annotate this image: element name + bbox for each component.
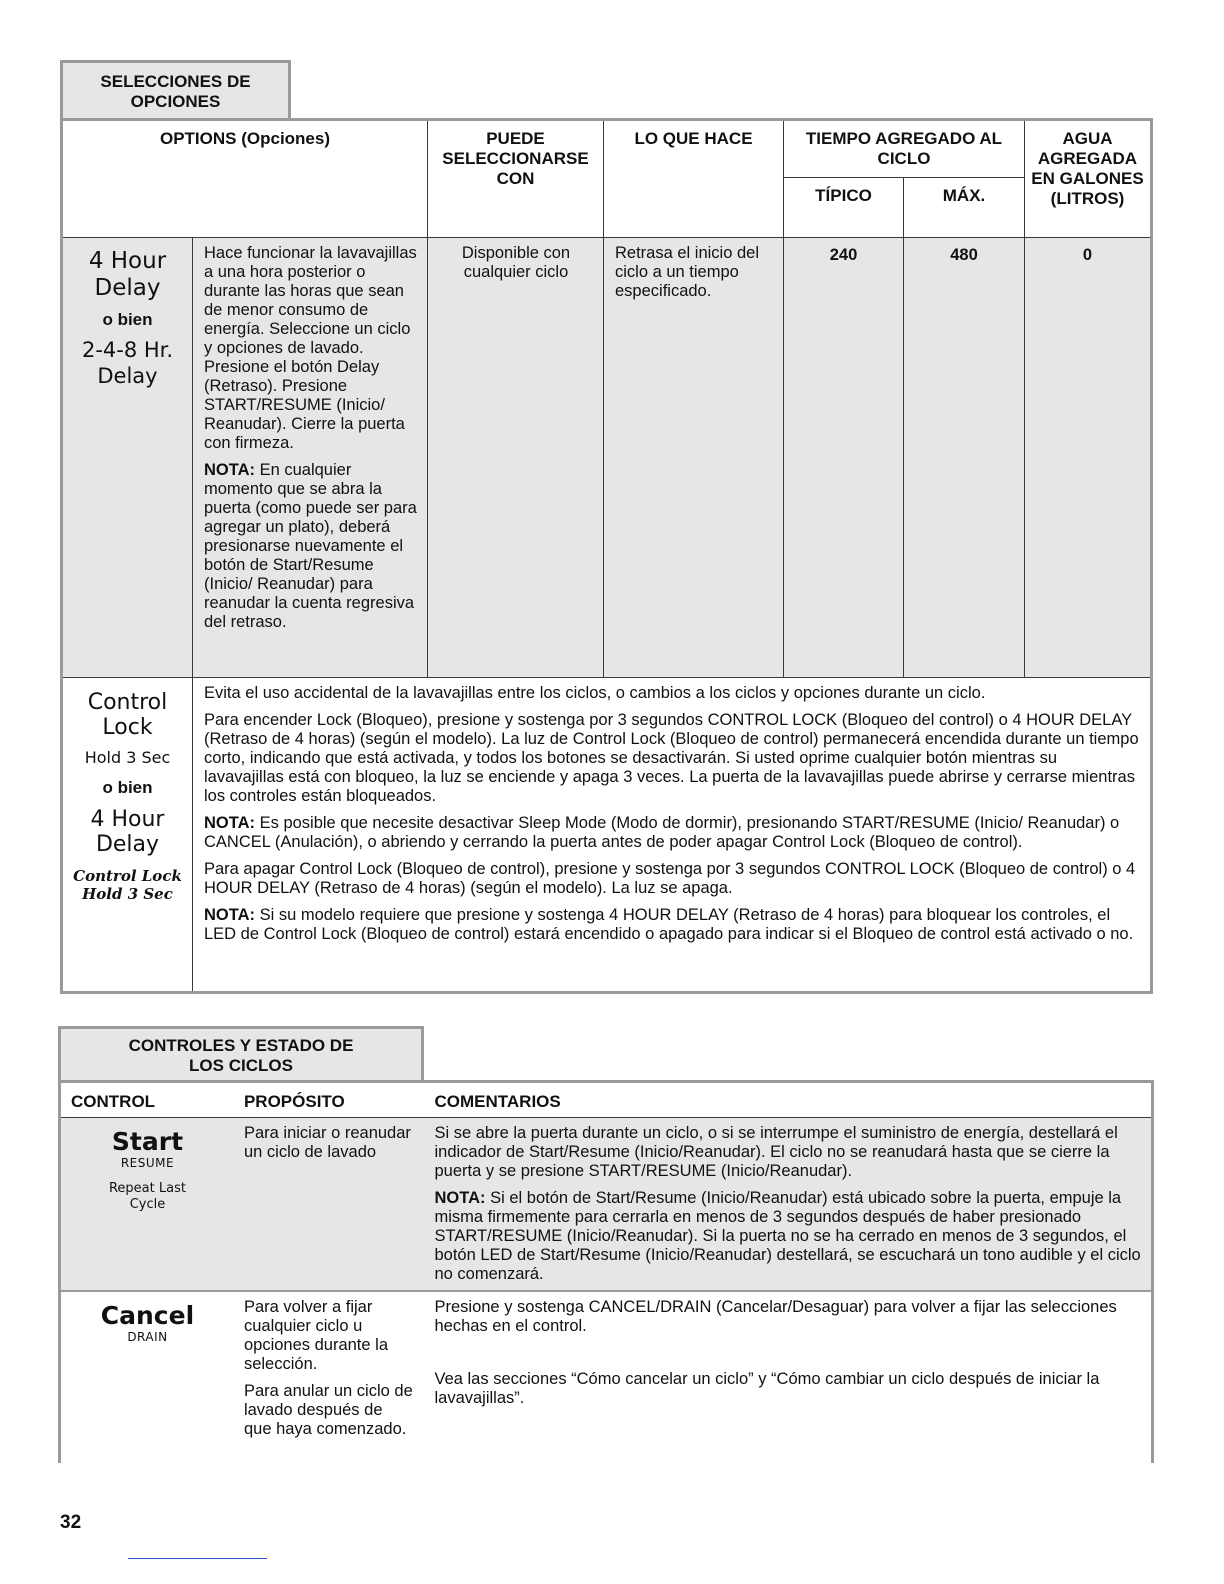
row-delay: [62, 238, 1152, 678]
delay-agua: 0: [1025, 238, 1152, 678]
lock-label-hold: Hold 3 Sec: [84, 748, 171, 767]
cancel-purpose: [234, 1291, 425, 1463]
page-number: 32: [60, 1512, 82, 1533]
start-label: Start: [111, 1127, 184, 1156]
options-table: [60, 118, 1153, 994]
lock-description: [193, 678, 1152, 993]
start-control-cell: [60, 1118, 234, 1292]
delay-puede: Disponible con cualquier ciclo: [428, 238, 604, 678]
start-comment-1: Si se abre la puerta durante un ciclo, o si se interrumpe el suministro de energía, destellará el indicador de Start/Resume (Inicio/Reanudar). El ciclo no se reanudará hasta que se cierre la puerta y se presione START/RESUME (Inicio/Reanudar).: [434, 1124, 1118, 1180]
start-repeat-label: Repeat Last Cycle: [108, 1181, 186, 1212]
controls-table: [58, 1080, 1154, 1463]
lock-label-1: Control Lock: [87, 690, 168, 740]
options-section-title: SELECCIONES DE OPCIONES: [100, 71, 251, 111]
header-agua: AGUA AGREGADA EN GALONES (LITROS): [1025, 120, 1152, 238]
cancel-purpose-1: Para volver a fijar cualquier ciclo u opciones durante la selección.: [243, 1298, 388, 1373]
controls-section-tab: [58, 1026, 424, 1082]
row-cancel: [60, 1291, 1153, 1463]
delay-tipico: 240: [784, 238, 904, 678]
row-start: [60, 1118, 1153, 1292]
delay-label-obien: o bien: [102, 310, 153, 329]
footer-rule: [128, 1558, 267, 1559]
cancel-sub-label: DRAIN: [127, 1330, 168, 1344]
header-proposito: PROPÓSITO: [234, 1082, 425, 1118]
delay-hace: Retrasa el inicio del ciclo a un tiempo especificado.: [604, 238, 784, 678]
header-tiempo: TIEMPO AGREGADO AL CICLO: [784, 120, 1025, 178]
header-control: CONTROL: [60, 1082, 234, 1118]
lock-label-cell: [62, 678, 193, 993]
delay-label-cell: [62, 238, 193, 678]
cancel-purpose-2: Para anular un ciclo de lavado después de que haya comenzado.: [243, 1382, 413, 1438]
controls-section-title: CONTROLES Y ESTADO DE LOS CICLOS: [128, 1035, 354, 1075]
delay-label-2: 2-4-8 Hr. Delay: [81, 338, 174, 388]
cancel-comment-1: Presione y sostenga CANCEL/DRAIN (Cancelar/Desaguar) para volver a fijar las selecciones hechas en el control.: [434, 1298, 1117, 1335]
options-section-tab: [60, 60, 291, 120]
start-purpose: Para iniciar o reanudar un ciclo de lavado: [234, 1118, 425, 1292]
lock-p3: Para apagar Control Lock (Bloqueo de control), presione y sostenga por 3 segundos CONTROL LOCK (Bloqueo de control) o 4 HOUR DELAY (Retraso de 4 horas) (según el modelo). La luz se apaga.: [204, 860, 1136, 897]
header-tipico: TÍPICO: [784, 178, 904, 238]
cancel-comment-2: Vea las secciones “Cómo cancelar un ciclo” y “Cómo cambiar un ciclo después de iniciar la lavavajillas”.: [434, 1370, 1100, 1407]
start-sub-label: RESUME: [120, 1156, 175, 1170]
lock-label-obien: o bien: [102, 778, 153, 797]
start-comments: [424, 1118, 1152, 1292]
row-control-lock: [62, 678, 1152, 993]
header-max: MÁX.: [904, 178, 1025, 238]
delay-desc-p1: Hace funcionar la lavavajillas a una hora posterior o durante las horas que sean de menor consumo de energía. Seleccione un ciclo y opciones de lavado. Presione el botón Delay (Retraso). Presione START/RESUME (Inicio/ Reanudar). Cierre la puerta con firmeza.: [204, 244, 417, 452]
delay-desc-note: NOTA: En cualquier momento que se abra la puerta (como puede ser para agregar un plato), deberá presionarse nuevamente el botón de Start/Resume (Inicio/ Reanudar) para reanudar la cuenta regresiva del retraso.: [204, 461, 417, 631]
header-comentarios: COMENTARIOS: [424, 1082, 1152, 1118]
delay-label-1: 4 Hour Delay: [88, 248, 167, 301]
header-puede: PUEDE SELECCIONARSE CON: [428, 120, 604, 238]
delay-description: [193, 238, 428, 678]
lock-note1: NOTA: Es posible que necesite desactivar Sleep Mode (Modo de dormir), presionando START/RESUME (Inicio/ Reanudar) o CANCEL (Anulación), o abriendo y cerrando la puerta antes de poder apagar Control Lock (Bloqueo de control).: [204, 814, 1120, 851]
cancel-label: Cancel: [100, 1301, 195, 1330]
lock-label-italic: Control Lock Hold 3 Sec: [73, 867, 182, 903]
lock-label-2: 4 Hour Delay: [90, 807, 165, 857]
delay-max: 480: [904, 238, 1025, 678]
start-note: NOTA: Si el botón de Start/Resume (Inicio/Reanudar) está ubicado sobre la puerta, empuje la misma firmemente para cerrarla en menos de 3 segundos después de haber presionado START/RESUME (Inicio/Reanudar). Si la puerta no se ha cerrado en menos de 3 segundos, el botón LED de Start/Resume (Inicio/Reanudar) destellará, se escuchará un tono audible y el ciclo no comenzará.: [434, 1189, 1141, 1283]
lock-note2: NOTA: Si su modelo requiere que presione y sostenga 4 HOUR DELAY (Retraso de 4 horas) para bloquear los controles, el LED de Control Lock (Bloqueo de control) estará encendido o apagado para indicar si el Bloqueo de control está activado o no.: [204, 906, 1134, 943]
lock-p1: Evita el uso accidental de la lavavajillas entre los ciclos, o cambios a los ciclos y opciones durante un ciclo.: [204, 684, 986, 702]
lock-p2: Para encender Lock (Bloqueo), presione y sostenga por 3 segundos CONTROL LOCK (Bloqueo del control) o 4 HOUR DELAY (Retraso de 4 horas) (según el modelo). La luz de Control Lock (Bloqueo de control) permanecerá encendida durante un tiempo corto, indicando que está activada, y todos los botones se desactivarán. Si usted oprime cualquier botón mientras su lavavajillas está con bloqueo, la luz se enciende y apaga 3 veces. La puerta de la lavavajillas puede abrirse y cerrarse mientras los controles están bloqueados.: [204, 711, 1139, 805]
header-options: OPTIONS (Opciones): [62, 120, 428, 238]
header-lo-que-hace: LO QUE HACE: [604, 120, 784, 238]
cancel-control-cell: [60, 1291, 234, 1463]
cancel-comments: [424, 1291, 1152, 1463]
